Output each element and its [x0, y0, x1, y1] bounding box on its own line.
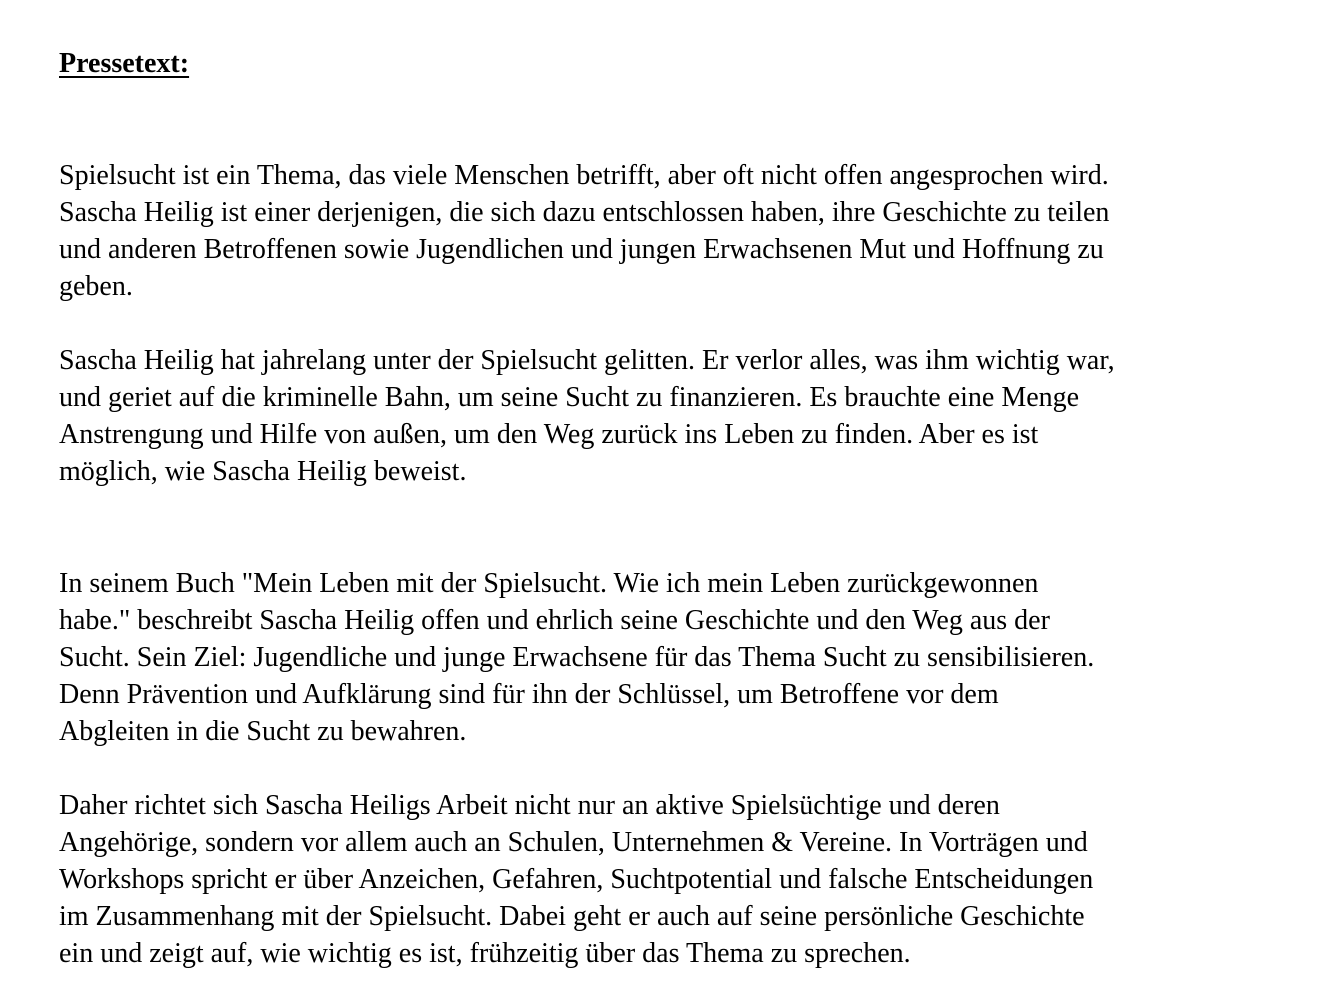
- paragraph-line: und anderen Betroffenen sowie Jugendlichen und jungen Erwachsenen Mut und Hoffnung zu: [59, 234, 1104, 265]
- paragraph-line: Sucht. Sein Ziel: Jugendliche und junge Erwachsene für das Thema Sucht zu sensibilisieren.: [59, 642, 1095, 673]
- paragraph-line: Anstrengung und Hilfe von außen, um den Weg zurück ins Leben zu finden. Aber es ist: [59, 419, 1039, 450]
- paragraph-line: Abgleiten in die Sucht zu bewahren.: [59, 716, 467, 747]
- paragraph-line: und geriet auf die kriminelle Bahn, um seine Sucht zu finanzieren. Es brauchte eine Menge: [59, 382, 1080, 413]
- paragraph-line: Daher richtet sich Sascha Heiligs Arbeit nicht nur an aktive Spielsüchtige und deren: [59, 790, 1000, 821]
- paragraph-line: In seinem Buch "Mein Leben mit der Spielsucht. Wie ich mein Leben zurückgewonnen: [59, 568, 1039, 599]
- paragraph-1: [59, 157, 1109, 305]
- paragraph-line: Sascha Heilig hat jahrelang unter der Spielsucht gelitten. Er verlor alles, was ihm wichtig war,: [59, 345, 1115, 376]
- paragraph-line: Workshops spricht er über Anzeichen, Gefahren, Suchtpotential und falsche Entscheidungen: [59, 864, 1094, 895]
- paragraph-line: im Zusammenhang mit der Spielsucht. Dabei geht er auch auf seine persönliche Geschichte: [59, 901, 1085, 932]
- paragraph-3: [59, 565, 1094, 750]
- paragraph-line: Sascha Heilig ist einer derjenigen, die sich dazu entschlossen haben, ihre Geschichte zu teilen: [59, 197, 1110, 228]
- paragraph-line: Spielsucht ist ein Thema, das viele Menschen betrifft, aber oft nicht offen angesprochen wird.: [59, 160, 1109, 191]
- paragraph-line: Denn Prävention und Aufklärung sind für ihn der Schlüssel, um Betroffene vor dem: [59, 679, 999, 710]
- paragraph-2: [59, 342, 1115, 490]
- paragraph-4: [59, 787, 1093, 972]
- paragraph-line: habe." beschreibt Sascha Heilig offen und ehrlich seine Geschichte und den Weg aus der: [59, 605, 1050, 636]
- paragraph-line: Angehörige, sondern vor allem auch an Schulen, Unternehmen & Vereine. In Vorträgen und: [59, 827, 1088, 858]
- paragraph-line: möglich, wie Sascha Heilig beweist.: [59, 456, 467, 487]
- paragraph-line: ein und zeigt auf, wie wichtig es ist, frühzeitig über das Thema zu sprechen.: [59, 938, 911, 969]
- document-heading: Pressetext:: [59, 48, 190, 79]
- paragraph-line: geben.: [59, 271, 133, 302]
